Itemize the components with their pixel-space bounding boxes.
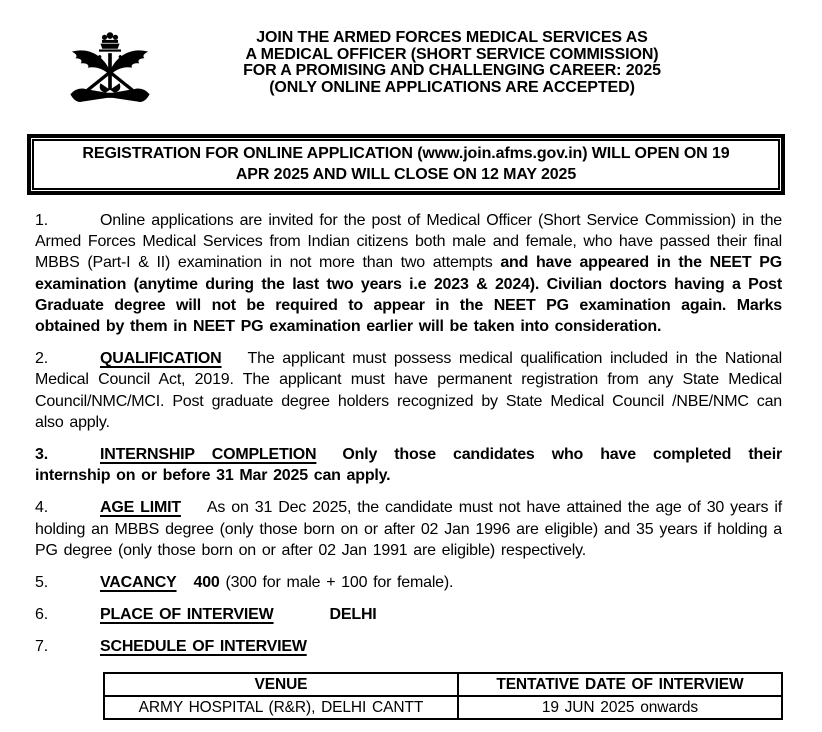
heading-vacancy: VACANCY xyxy=(100,574,177,592)
registration-banner xyxy=(27,134,785,195)
para-4-text: As on 31 Dec 2025, the candidate must not have attained the age of 30 years if holding an MBBS degree (only those born on or after 02 Jan 1996 are eligible) and 35 years if holding a PG degree (only those born on or after 02 Jan 1991 are eligible) respectively. xyxy=(35,499,782,559)
heading-schedule-of-interview: SCHEDULE OF INTERVIEW xyxy=(100,638,307,656)
para-5-vacancy xyxy=(35,572,782,593)
interview-schedule-table xyxy=(103,672,783,720)
vacancy-breakdown: (300 for male + 100 for female). xyxy=(219,574,454,592)
interview-place-value: DELHI xyxy=(329,606,377,624)
heading-place-of-interview: PLACE OF INTERVIEW xyxy=(100,606,274,624)
item-number: 4. xyxy=(35,499,48,517)
item-number: 2. xyxy=(35,350,48,368)
notice-body xyxy=(35,210,782,720)
item-number: 5. xyxy=(35,574,48,592)
venue-column-header: VENUE xyxy=(104,673,458,696)
item-number: 7. xyxy=(35,638,48,656)
heading-qualification: QUALIFICATION xyxy=(100,350,222,368)
item-number: 1. xyxy=(35,212,48,229)
para-7-schedule-of-interview xyxy=(35,636,782,657)
para-2-qualification xyxy=(35,348,782,433)
date-cell: 19 JUN 2025 onwards xyxy=(458,696,782,719)
vacancy-count: 400 xyxy=(193,574,220,592)
para-1-bold-text: and have appeared in the NEET PG examination (anytime during the last two years i.e 2023 & 2024). Civilian doctors having a Post Graduate degree will not be required to appear in the NEET PG examination again. Marks obtained by them in NEET PG examination earlier will be taken into consideration. xyxy=(35,254,782,336)
title-line-2: A MEDICAL OFFICER (SHORT SERVICE COMMISSION) xyxy=(245,45,659,63)
banner-line-1: REGISTRATION FOR ONLINE APPLICATION (www.join.afms.gov.in) WILL OPEN ON 19 xyxy=(82,145,730,162)
para-3-internship xyxy=(35,444,782,486)
para-1-applications xyxy=(35,210,782,337)
para-4-age-limit xyxy=(35,497,782,561)
title-line-4: (ONLY ONLINE APPLICATIONS ARE ACCEPTED) xyxy=(269,78,635,96)
table-row xyxy=(104,696,782,719)
item-number: 3. xyxy=(35,446,48,464)
venue-cell: ARMY HOSPITAL (R&R), DELHI CANTT xyxy=(104,696,458,719)
title-line-1: JOIN THE ARMED FORCES MEDICAL SERVICES AS xyxy=(256,29,648,46)
notice-title xyxy=(170,30,734,96)
para-1-text: Online applications are invited for the post of Medical Officer (Short Service Commission) in the Armed Forces Medical Services from Indian citizens both male and female, who have passed their final MBBS (Part-I & II) examination in not more than two attempts xyxy=(35,212,782,272)
banner-line-2: APR 2025 AND WILL CLOSE ON 12 MAY 2025 xyxy=(235,166,577,183)
para-3-text: Only those candidates who have completed their internship on or before 31 Mar 2025 can apply. xyxy=(35,446,782,485)
header xyxy=(0,0,822,120)
afms-crest-icon xyxy=(66,24,154,116)
registration-banner-text xyxy=(32,139,780,190)
para-6-place-of-interview xyxy=(35,604,782,625)
heading-internship-completion: INTERNSHIP COMPLETION xyxy=(100,446,317,464)
table-header-row xyxy=(104,673,782,696)
item-number: 6. xyxy=(35,606,48,624)
heading-age-limit: AGE LIMIT xyxy=(100,499,181,517)
date-column-header: TENTATIVE DATE OF INTERVIEW xyxy=(458,673,782,696)
para-2-text: The applicant must possess medical qualification included in the National Medical Council Act, 2019. The applicant must have permanent registration from any State Medical Council/NMC/MCI. Post graduate degree holders recognized by State Medical Council /NBE/NMC can also apply. xyxy=(35,350,782,431)
title-line-3: FOR A PROMISING AND CHALLENGING CAREER: 2025 xyxy=(243,62,661,79)
